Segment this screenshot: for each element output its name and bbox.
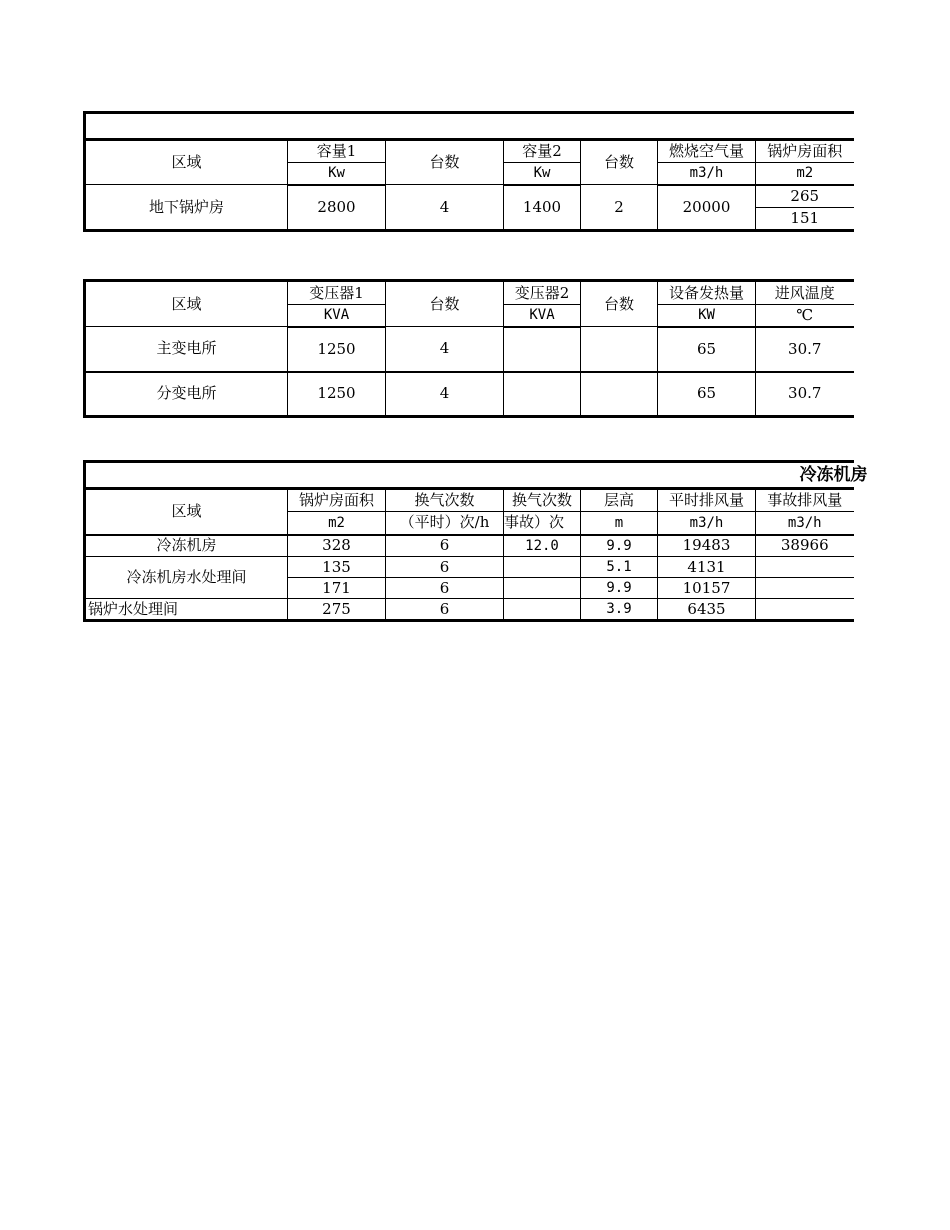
chiller-row-zone: 锅炉水处理间 [85,599,288,621]
chiller-unit-exhaust-normal: m3/h [658,512,756,535]
chiller-unit-exhaust-emerg: m3/h [756,512,854,535]
chiller-row-ach-emerg [504,599,581,621]
chiller-row-exhaust-normal: 10157 [658,578,756,599]
chiller-unit-ach-normal: （平时）次/h [386,512,504,535]
sub-row-temp: 30.7 [756,372,854,417]
sub-header-temp: 进风温度 [756,281,854,305]
boiler-row-count1: 4 [386,185,504,231]
sub-row-tr2 [504,327,581,372]
chiller-row-height: 9.9 [581,535,658,557]
chiller-row-ach-emerg: 12.0 [504,535,581,557]
boiler-row-cap1: 2800 [288,185,386,231]
boiler-header-cap2: 容量2 [504,140,581,163]
chiller-row-ach-emerg [504,557,581,578]
boiler-header-area: 锅炉房面积 [756,140,854,163]
boiler-header-count1: 台数 [386,140,504,185]
boiler-header-count2: 台数 [581,140,658,185]
chiller-unit-height: m [581,512,658,535]
chiller-row-exhaust-emerg [756,557,854,578]
boiler-row-zone: 地下锅炉房 [85,185,288,231]
sub-row-temp: 30.7 [756,327,854,372]
chiller-title [85,462,868,489]
boiler-header-air: 燃烧空气量 [658,140,756,163]
boiler-row-count2: 2 [581,185,658,231]
boiler-table [83,111,854,232]
chiller-row-ach-normal: 6 [386,578,504,599]
sub-unit-temp: ℃ [756,305,854,327]
chiller-row-ach-normal: 6 [386,535,504,557]
chiller-row-zone: 冷冻机房水处理间 [85,557,288,599]
chiller-row-exhaust-emerg [756,578,854,599]
sub-row-count2 [581,327,658,372]
chiller-row-exhaust-normal: 6435 [658,599,756,621]
boiler-unit-air: m3/h [658,163,756,185]
sub-header-zone: 区域 [85,281,288,327]
boiler-header-zone: 区域 [85,140,288,185]
chiller-header-zone: 区域 [85,489,288,535]
sub-row-heat: 65 [658,327,756,372]
chiller-row-zone: 冷冻机房 [85,535,288,557]
boiler-row-area-a: 265 [756,185,854,208]
chiller-row-exhaust-emerg [756,599,854,621]
chiller-row-ach-normal: 6 [386,599,504,621]
sub-header-heat: 设备发热量 [658,281,756,305]
chiller-row-area: 135 [288,557,386,578]
sub-row-tr1: 1250 [288,327,386,372]
chiller-header-exhaust-emerg: 事故排风量 [756,489,854,512]
sub-header-tr2: 变压器2 [504,281,581,305]
sub-header-tr1: 变压器1 [288,281,386,305]
sub-row-count1: 4 [386,327,504,372]
chiller-row-exhaust-normal: 19483 [658,535,756,557]
chiller-header-ach-normal: 换气次数 [386,489,504,512]
substation-table [83,279,854,418]
chiller-unit-ach-emerg: 事故）次 [504,512,581,535]
sub-row-heat: 65 [658,372,756,417]
sub-row-tr1: 1250 [288,372,386,417]
chiller-header-exhaust-normal: 平时排风量 [658,489,756,512]
chiller-row-area: 171 [288,578,386,599]
boiler-row-area-b: 151 [756,208,854,231]
sub-row-count1: 4 [386,372,504,417]
chiller-unit-area: m2 [288,512,386,535]
chiller-row-ach-normal: 6 [386,557,504,578]
chiller-row-exhaust-normal: 4131 [658,557,756,578]
boiler-row-air: 20000 [658,185,756,231]
boiler-header-cap1: 容量1 [288,140,386,163]
chiller-row-area: 275 [288,599,386,621]
boiler-unit-area: m2 [756,163,854,185]
chiller-row-area: 328 [288,535,386,557]
chiller-row-height: 5.1 [581,557,658,578]
boiler-unit-cap2: Kw [504,163,581,185]
boiler-unit-cap1: Kw [288,163,386,185]
sub-unit-tr2: KVA [504,305,581,327]
sub-row-count2 [581,372,658,417]
chiller-row-height: 3.9 [581,599,658,621]
sub-row-zone: 主变电所 [85,327,288,372]
chiller-header-area: 锅炉房面积 [288,489,386,512]
chiller-header-height: 层高 [581,489,658,512]
chiller-row-ach-emerg [504,578,581,599]
chiller-table [83,460,868,622]
sub-unit-heat: KW [658,305,756,327]
sub-row-zone: 分变电所 [85,372,288,417]
sub-unit-tr1: KVA [288,305,386,327]
sub-header-count1: 台数 [386,281,504,327]
sub-header-count2: 台数 [581,281,658,327]
chiller-row-exhaust-emerg: 38966 [756,535,854,557]
boiler-title [85,113,854,140]
chiller-header-ach-emerg: 换气次数 [504,489,581,512]
boiler-row-cap2: 1400 [504,185,581,231]
chiller-title-text: 冷冻机房 [799,464,868,485]
chiller-row-height: 9.9 [581,578,658,599]
sub-row-tr2 [504,372,581,417]
